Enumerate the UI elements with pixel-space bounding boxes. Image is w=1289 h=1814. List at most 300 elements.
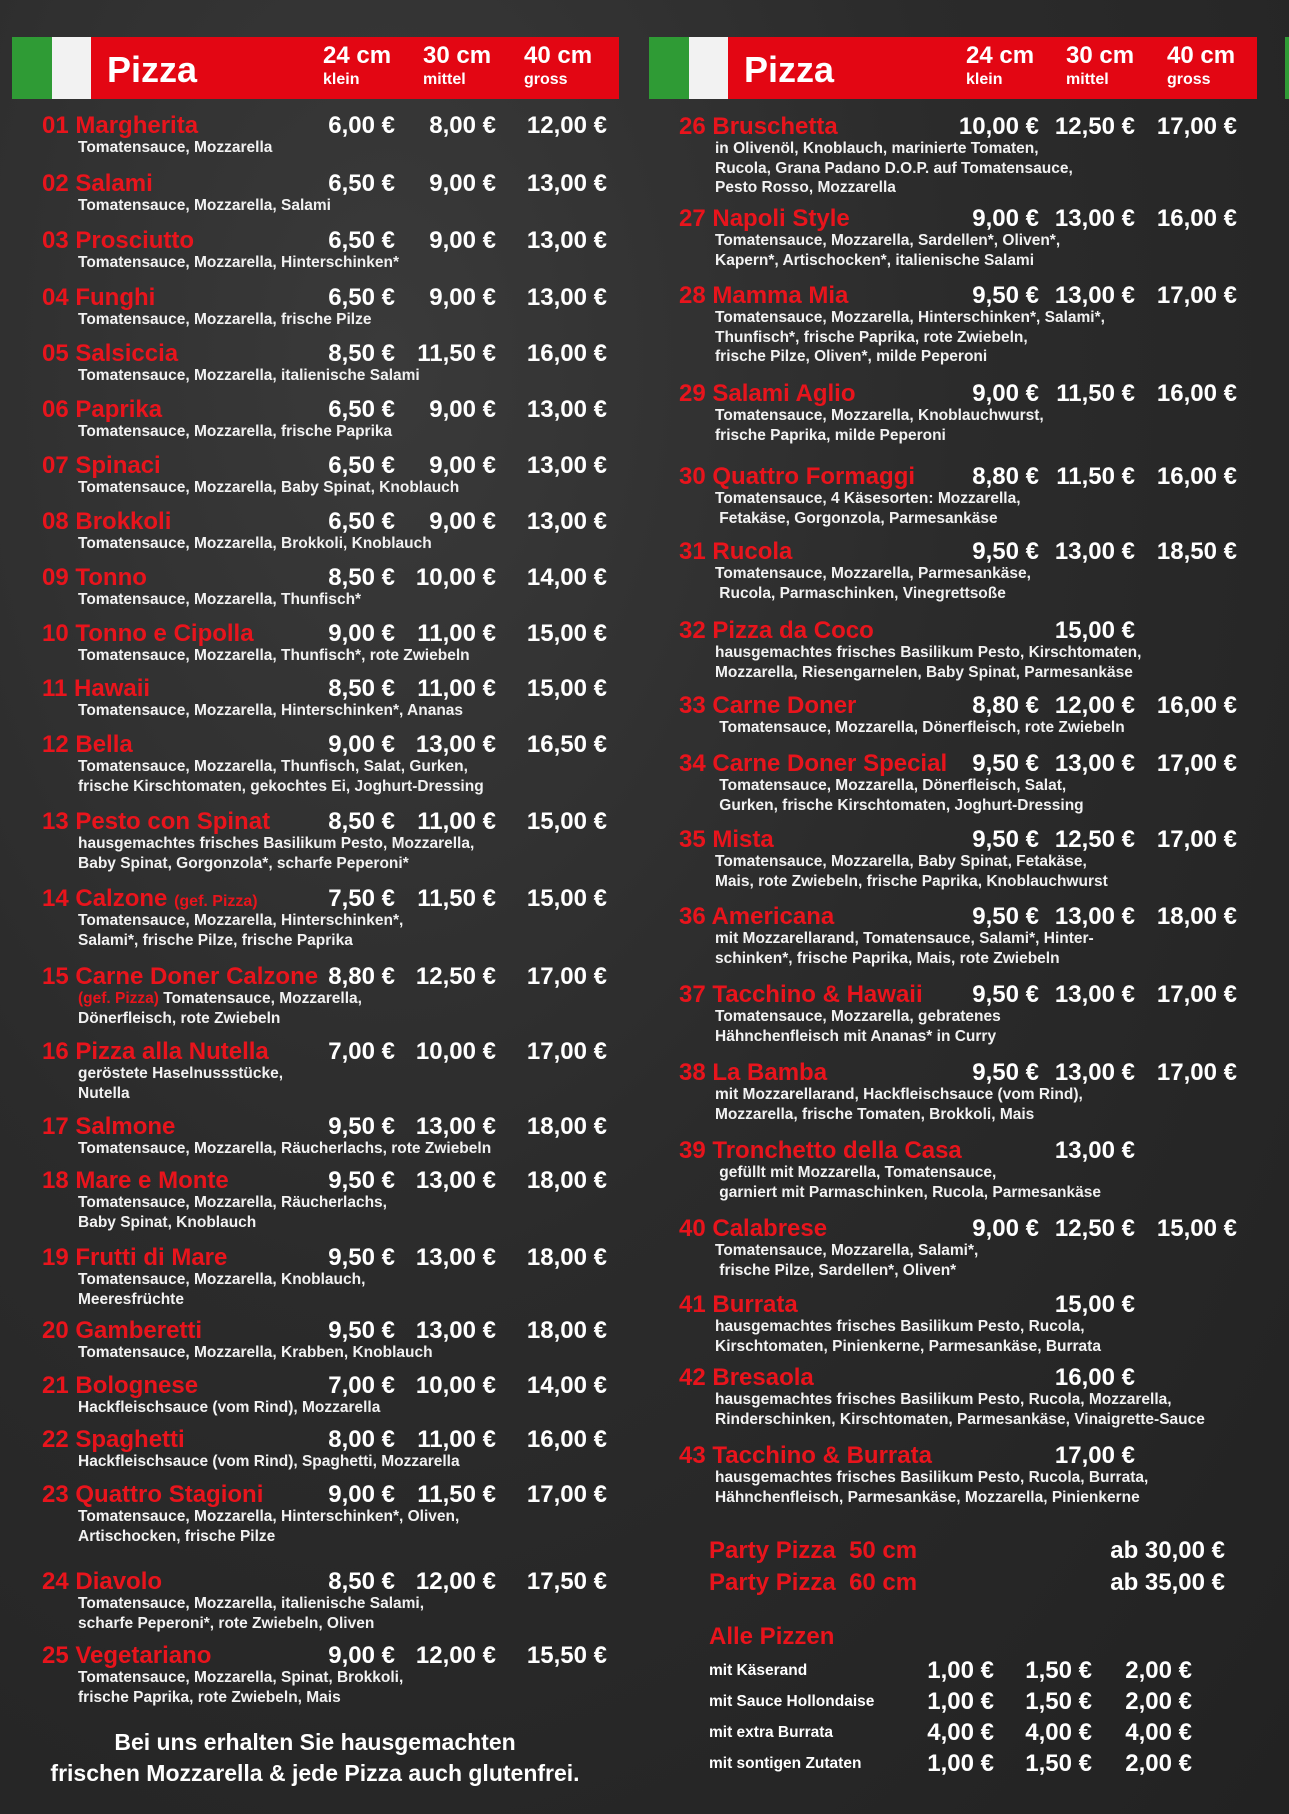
item-description bbox=[715, 1163, 1235, 1202]
item-price: 18,00 € bbox=[526, 1167, 607, 1194]
item-price: 16,00 € bbox=[1156, 463, 1237, 490]
item-name: 28 Mamma Mia bbox=[679, 282, 849, 309]
item-price: 9,00 € bbox=[429, 508, 496, 535]
description-line: Gurken, frische Kirschtomaten, Joghurt-Dressing bbox=[715, 796, 1084, 814]
item-price: 18,00 € bbox=[526, 1317, 607, 1344]
extra-option bbox=[709, 1750, 1249, 1780]
item-description bbox=[715, 929, 1235, 968]
item-price: 6,00 € bbox=[328, 112, 395, 139]
extra-price: 2,00 € bbox=[1125, 1657, 1192, 1684]
item-name: 02 Salami bbox=[42, 170, 153, 197]
item-name: 29 Salami Aglio bbox=[679, 380, 856, 407]
menu-header bbox=[649, 37, 1257, 99]
description-line: Mais, rote Zwiebeln, frische Paprika, Knoblauchwurst bbox=[715, 872, 1108, 890]
item-price: 13,00 € bbox=[526, 508, 607, 535]
description-line: hausgemachtes frisches Basilikum Pesto, Rucola, bbox=[715, 1318, 1085, 1335]
description-line: Hackfleischsauce (vom Rind), Mozzarella bbox=[78, 1399, 381, 1416]
item-name: 20 Gamberetti bbox=[42, 1317, 203, 1344]
item-name: 43 Tacchino & Burrata bbox=[679, 1442, 932, 1469]
item-name: 30 Quattro Formaggi bbox=[679, 463, 916, 490]
description-line: Tomatensauce, Mozzarella, Sardellen*, Oliven*, bbox=[715, 232, 1061, 249]
description-line: Tomatensauce, Mozzarella, Hinterschinken* bbox=[78, 254, 400, 271]
item-price: 13,00 € bbox=[415, 1244, 496, 1271]
item-description bbox=[715, 1468, 1235, 1507]
item-price: 7,00 € bbox=[328, 1372, 395, 1399]
item-price: 17,50 € bbox=[526, 1568, 607, 1595]
item-description bbox=[78, 422, 598, 442]
flag-edge bbox=[1285, 37, 1289, 99]
item-description bbox=[78, 1064, 598, 1103]
item-price: 17,00 € bbox=[1156, 282, 1237, 309]
description-note: (gef. Pizza) bbox=[78, 990, 159, 1007]
item-price: 13,00 € bbox=[1054, 538, 1135, 565]
item-name: 17 Salmone bbox=[42, 1113, 176, 1140]
item-price: 11,00 € bbox=[417, 675, 496, 702]
extra-price: 2,00 € bbox=[1125, 1688, 1192, 1715]
extra-option bbox=[709, 1688, 1249, 1718]
extra-price: 2,00 € bbox=[1125, 1750, 1192, 1777]
description-line: Nutella bbox=[78, 1084, 130, 1102]
item-price: 9,00 € bbox=[972, 205, 1039, 232]
description-line: Tomatensauce, Mozzarella, frische Paprika bbox=[78, 423, 393, 440]
item-price: 6,50 € bbox=[328, 284, 395, 311]
extra-price: 1,00 € bbox=[927, 1657, 994, 1684]
description-line: Tomatensauce, Mozzarella, Thunfisch, Salat, Gurken, bbox=[78, 758, 468, 775]
item-price: 10,00 € bbox=[415, 1038, 496, 1065]
item-name: 36 Americana bbox=[679, 903, 835, 930]
item-price: 16,00 € bbox=[1054, 1364, 1135, 1391]
item-description bbox=[715, 1241, 1235, 1280]
description-line: Tomatensauce, Mozzarella, Hinterschinken*, Salami*, bbox=[715, 309, 1105, 326]
item-description bbox=[715, 1085, 1235, 1124]
item-price: 17,00 € bbox=[526, 1481, 607, 1508]
description-line: Tomatensauce, Mozzarella, Thunfisch*, rote Zwiebeln bbox=[78, 647, 470, 664]
item-price: 16,00 € bbox=[526, 340, 607, 367]
item-name: 16 Pizza alla Nutella bbox=[42, 1038, 269, 1065]
header-title: Pizza bbox=[107, 49, 198, 90]
item-price: 13,00 € bbox=[526, 396, 607, 423]
item-description bbox=[715, 231, 1235, 270]
item-description bbox=[715, 308, 1235, 367]
item-price: 13,00 € bbox=[1054, 205, 1135, 232]
item-price: 11,00 € bbox=[417, 1426, 496, 1453]
item-description bbox=[78, 646, 598, 666]
description-line: Tomatensauce, Mozzarella, Spinat, Brokkoli, bbox=[78, 1669, 404, 1686]
item-price: 10,00 € bbox=[415, 1372, 496, 1399]
item-price: 9,00 € bbox=[429, 396, 496, 423]
item-price: 9,00 € bbox=[972, 380, 1039, 407]
item-name: 32 Pizza da Coco bbox=[679, 617, 874, 644]
description-line: Kirschtomaten, Pinienkerne, Parmesankäse, Burrata bbox=[715, 1337, 1101, 1355]
item-price: 17,00 € bbox=[1054, 1442, 1135, 1469]
item-price: 9,50 € bbox=[972, 538, 1039, 565]
menu-column-right bbox=[649, 37, 1257, 1777]
item-price: 8,80 € bbox=[972, 463, 1039, 490]
item-description bbox=[78, 701, 598, 721]
item-price: 14,00 € bbox=[526, 564, 607, 591]
item-name: 38 La Bamba bbox=[679, 1059, 828, 1086]
extra-name: mit extra Burrata bbox=[709, 1724, 834, 1741]
extra-name: mit Käserand bbox=[709, 1662, 808, 1679]
item-price: 17,00 € bbox=[1156, 981, 1237, 1008]
description-line: Tomatensauce, Mozzarella, italienische Salami, bbox=[78, 1595, 425, 1612]
item-description bbox=[78, 989, 598, 1028]
size-large: 40 cm gross bbox=[1167, 42, 1236, 88]
item-description bbox=[78, 196, 598, 216]
item-price: 13,00 € bbox=[1054, 903, 1135, 930]
item-description bbox=[78, 1139, 598, 1159]
item-price: 15,00 € bbox=[526, 675, 607, 702]
item-price: 14,00 € bbox=[526, 1372, 607, 1399]
item-description bbox=[78, 138, 598, 158]
size-small: 24 cm klein bbox=[966, 42, 1035, 88]
item-price: 8,50 € bbox=[328, 1568, 395, 1595]
item-price: 13,00 € bbox=[526, 170, 607, 197]
item-price: 9,50 € bbox=[972, 750, 1039, 777]
item-name: 22 Spaghetti bbox=[42, 1426, 185, 1453]
item-price: 9,00 € bbox=[328, 1642, 395, 1669]
item-name: 01 Margherita bbox=[42, 112, 199, 139]
item-description bbox=[78, 366, 598, 386]
item-price: 9,00 € bbox=[328, 620, 395, 647]
item-price: 12,50 € bbox=[415, 963, 496, 990]
item-description bbox=[715, 489, 1235, 528]
party-price: ab 35,00 € bbox=[1110, 1569, 1225, 1596]
item-name: 37 Tacchino & Hawaii bbox=[679, 981, 923, 1008]
item-price: 6,50 € bbox=[328, 452, 395, 479]
item-price: 13,00 € bbox=[415, 1317, 496, 1344]
item-price: 6,50 € bbox=[328, 227, 395, 254]
item-price: 13,00 € bbox=[1054, 1059, 1135, 1086]
item-price: 8,00 € bbox=[328, 1426, 395, 1453]
item-price: 13,00 € bbox=[526, 227, 607, 254]
item-name: 21 Bolognese bbox=[42, 1372, 199, 1399]
item-price: 9,00 € bbox=[429, 452, 496, 479]
item-name: 04 Funghi bbox=[42, 284, 156, 311]
item-price: 11,50 € bbox=[1056, 380, 1135, 407]
size-medium: 30 cm mittel bbox=[423, 42, 492, 88]
item-description bbox=[715, 139, 1235, 198]
item-price: 13,00 € bbox=[1054, 750, 1135, 777]
item-price: 13,00 € bbox=[415, 731, 496, 758]
description-line: Mozzarella, frische Tomaten, Brokkoli, Mais bbox=[715, 1105, 1035, 1123]
item-price: 11,50 € bbox=[417, 340, 496, 367]
item-name: 31 Rucola bbox=[679, 538, 793, 565]
description-line: Hackfleischsauce (vom Rind), Spaghetti, Mozzarella bbox=[78, 1453, 460, 1470]
item-name: 12 Bella bbox=[42, 731, 133, 758]
item-description bbox=[78, 1270, 598, 1309]
item-price: 15,00 € bbox=[1054, 617, 1135, 644]
item-price: 12,00 € bbox=[415, 1568, 496, 1595]
item-price: 9,50 € bbox=[972, 826, 1039, 853]
item-price: 9,50 € bbox=[328, 1167, 395, 1194]
extra-price: 1,50 € bbox=[1025, 1688, 1092, 1715]
italian-flag-icon bbox=[649, 37, 728, 99]
item-price: 16,00 € bbox=[1156, 205, 1237, 232]
item-description bbox=[78, 1507, 598, 1546]
description-line: Tomatensauce, Mozzarella, Hinterschinken*, bbox=[78, 912, 404, 929]
item-name: 42 Bresaola bbox=[679, 1364, 814, 1391]
item-price: 9,00 € bbox=[328, 731, 395, 758]
item-price: 12,50 € bbox=[1054, 1215, 1135, 1242]
item-price: 13,00 € bbox=[526, 284, 607, 311]
description-line: Rinderschinken, Kirschtomaten, Parmesankäse, Vinaigrette-Sauce bbox=[715, 1410, 1205, 1428]
description-line: Baby Spinat, Knoblauch bbox=[78, 1213, 257, 1231]
item-name: 27 Napoli Style bbox=[679, 205, 850, 232]
item-name: 05 Salsiccia bbox=[42, 340, 179, 367]
item-price: 15,00 € bbox=[526, 885, 607, 912]
party-name: Party Pizza 50 cm bbox=[709, 1537, 918, 1564]
item-name: 40 Calabrese bbox=[679, 1215, 828, 1242]
item-price: 6,50 € bbox=[328, 170, 395, 197]
party-pizza-50 bbox=[709, 1537, 1239, 1567]
item-price: 8,50 € bbox=[328, 808, 395, 835]
item-description bbox=[78, 1594, 598, 1633]
menu-header bbox=[12, 37, 619, 99]
extras-title: Alle Pizzen bbox=[709, 1623, 835, 1650]
extra-option bbox=[709, 1657, 1249, 1687]
item-price: 9,50 € bbox=[972, 903, 1039, 930]
item-description bbox=[78, 1452, 598, 1472]
description-line: Rucola, Grana Padano D.O.P. auf Tomatensauce, bbox=[715, 159, 1073, 177]
item-price: 9,00 € bbox=[429, 170, 496, 197]
item-name: 08 Brokkoli bbox=[42, 508, 172, 535]
item-price: 6,50 € bbox=[328, 396, 395, 423]
description-line: Tomatensauce, Mozzarella, Krabben, Knoblauch bbox=[78, 1344, 433, 1361]
item-price: 16,00 € bbox=[1156, 380, 1237, 407]
item-price: 9,00 € bbox=[429, 227, 496, 254]
item-name: 35 Mista bbox=[679, 826, 774, 853]
item-price: 8,50 € bbox=[328, 340, 395, 367]
description-line: Tomatensauce, Mozzarella, Salami*, bbox=[715, 1242, 979, 1259]
item-price: 13,00 € bbox=[415, 1113, 496, 1140]
description-line: Tomatensauce, Mozzarella, Brokkoli, Knoblauch bbox=[78, 535, 432, 552]
description-line: Tomatensauce, 4 Käsesorten: Mozzarella, bbox=[715, 490, 1021, 507]
item-price: 11,00 € bbox=[417, 808, 496, 835]
description-line: Kapern*, Artischocken*, italienische Salami bbox=[715, 251, 1035, 269]
item-price: 10,00 € bbox=[415, 564, 496, 591]
item-description bbox=[78, 478, 598, 498]
item-price: 8,00 € bbox=[429, 112, 496, 139]
item-price: 9,00 € bbox=[429, 284, 496, 311]
description-line: mit Mozzarellarand, Tomatensauce, Salami*, Hinter- bbox=[715, 930, 1094, 947]
extra-price: 4,00 € bbox=[1125, 1719, 1192, 1746]
item-description bbox=[715, 852, 1235, 891]
extra-price: 4,00 € bbox=[1025, 1719, 1092, 1746]
description-line: Tomatensauce, Mozzarella, frische Pilze bbox=[78, 311, 372, 328]
item-price: 7,00 € bbox=[328, 1038, 395, 1065]
description-line: geröstete Haselnussstücke, bbox=[78, 1065, 284, 1082]
item-name: 09 Tonno bbox=[42, 564, 147, 591]
item-price: 17,00 € bbox=[1156, 113, 1237, 140]
description-line: Dönerfleisch, rote Zwiebeln bbox=[78, 1009, 281, 1027]
description-line: gefüllt mit Mozzarella, Tomatensauce, bbox=[715, 1164, 997, 1181]
item-description bbox=[78, 911, 598, 950]
description-line: schinken*, frische Paprika, Mais, rote Zwiebeln bbox=[715, 949, 1060, 967]
item-price: 9,00 € bbox=[972, 1215, 1039, 1242]
party-name: Party Pizza 60 cm bbox=[709, 1569, 918, 1596]
item-price: 9,50 € bbox=[328, 1317, 395, 1344]
description-line: Fetakäse, Gorgonzola, Parmesankäse bbox=[715, 509, 998, 527]
item-price: 8,50 € bbox=[328, 564, 395, 591]
item-price: 17,00 € bbox=[1156, 826, 1237, 853]
item-price: 12,00 € bbox=[415, 1642, 496, 1669]
item-price: 13,00 € bbox=[526, 452, 607, 479]
item-price: 12,00 € bbox=[526, 112, 607, 139]
item-price: 12,50 € bbox=[1054, 113, 1135, 140]
item-price: 18,00 € bbox=[1156, 903, 1237, 930]
extra-price: 1,50 € bbox=[1025, 1657, 1092, 1684]
item-price: 13,00 € bbox=[1054, 1137, 1135, 1164]
description-line: Tomatensauce, Mozzarella bbox=[78, 139, 273, 156]
item-description bbox=[78, 1193, 598, 1232]
description-line: Tomatensauce, Mozzarella, Dönerfleisch, Salat, bbox=[715, 777, 1067, 794]
item-price: 12,00 € bbox=[1054, 692, 1135, 719]
item-price: 13,00 € bbox=[1054, 282, 1135, 309]
item-name: 14 Calzone (gef. Pizza) bbox=[42, 885, 258, 912]
description-line: mit Mozzarellarand, Hackfleischsauce (vom Rind), bbox=[715, 1086, 1083, 1103]
description-line: garniert mit Parmaschinken, Rucola, Parmesankäse bbox=[715, 1183, 1101, 1201]
header-title: Pizza bbox=[744, 49, 835, 90]
item-price: 13,00 € bbox=[415, 1167, 496, 1194]
menu-column-left bbox=[12, 37, 619, 1706]
party-price: ab 30,00 € bbox=[1110, 1537, 1225, 1564]
item-price: 11,00 € bbox=[417, 620, 496, 647]
description-line: frische Pilze, Oliven*, milde Peperoni bbox=[715, 348, 988, 365]
description-line: hausgemachtes frisches Basilikum Pesto, Kirschtomaten, bbox=[715, 644, 1142, 661]
description-line: Tomatensauce, Mozzarella, Räucherlachs, rote Zwiebeln bbox=[78, 1140, 492, 1157]
description-line: Hähnchenfleisch mit Ananas* in Curry bbox=[715, 1027, 997, 1045]
description-line: scharfe Peperoni*, rote Zwiebeln, Oliven bbox=[78, 1614, 375, 1632]
item-price: 18,00 € bbox=[526, 1244, 607, 1271]
item-price: 17,00 € bbox=[526, 963, 607, 990]
size-small: 24 cm klein bbox=[323, 42, 392, 88]
extra-price: 1,00 € bbox=[927, 1688, 994, 1715]
item-price: 8,50 € bbox=[328, 675, 395, 702]
item-price: 9,50 € bbox=[972, 1059, 1039, 1086]
footer-line: Bei uns erhalten Sie hausgemachten bbox=[114, 1729, 516, 1755]
description-line: hausgemachtes frisches Basilikum Pesto, Rucola, Burrata, bbox=[715, 1469, 1149, 1486]
item-price: 16,00 € bbox=[526, 1426, 607, 1453]
size-medium: 30 cm mittel bbox=[1066, 42, 1135, 88]
description-line: Tomatensauce, Mozzarella, gebratenes bbox=[715, 1008, 1001, 1025]
item-name: 26 Bruschetta bbox=[679, 113, 838, 140]
item-price: 9,50 € bbox=[972, 282, 1039, 309]
description-line: Rucola, Parmaschinken, Vinegrettsoße bbox=[715, 584, 1006, 602]
item-price: 12,50 € bbox=[1054, 826, 1135, 853]
item-name: 10 Tonno e Cipolla bbox=[42, 620, 254, 647]
item-price: 9,50 € bbox=[972, 981, 1039, 1008]
description-line: Thunfisch*, frische Paprika, rote Zwiebeln, bbox=[715, 328, 1028, 346]
description-line: Artischocken, frische Pilze bbox=[78, 1527, 276, 1545]
item-description bbox=[78, 757, 598, 796]
item-description bbox=[715, 1390, 1235, 1429]
description-line: Tomatensauce, Mozzarella, Knoblauch, bbox=[78, 1271, 366, 1288]
item-name: 19 Frutti di Mare bbox=[42, 1244, 228, 1271]
item-price: 8,80 € bbox=[972, 692, 1039, 719]
item-price: 17,00 € bbox=[1156, 750, 1237, 777]
item-price: 10,00 € bbox=[958, 113, 1039, 140]
description-line: Tomatensauce, Mozzarella, Baby Spinat, Knoblauch bbox=[78, 479, 460, 496]
item-price: 9,50 € bbox=[328, 1113, 395, 1140]
description-line: hausgemachtes frisches Basilikum Pesto, Rucola, Mozzarella, bbox=[715, 1391, 1172, 1408]
item-description bbox=[715, 406, 1235, 445]
item-price: 18,50 € bbox=[1156, 538, 1237, 565]
item-name: 41 Burrata bbox=[679, 1291, 798, 1318]
item-price: 11,50 € bbox=[417, 1481, 496, 1508]
item-description bbox=[78, 1668, 598, 1707]
description-line: Tomatensauce, Mozzarella, Salami bbox=[78, 197, 331, 214]
item-price: 15,00 € bbox=[1054, 1291, 1135, 1318]
item-description bbox=[78, 534, 598, 554]
item-name: 25 Vegetariano bbox=[42, 1642, 212, 1669]
item-description bbox=[715, 1317, 1235, 1356]
item-name: 15 Carne Doner Calzone bbox=[42, 963, 319, 990]
extra-name: mit Sauce Hollondaise bbox=[709, 1693, 875, 1710]
item-price: 11,50 € bbox=[1056, 463, 1135, 490]
item-price: 16,00 € bbox=[1156, 692, 1237, 719]
item-name: 18 Mare e Monte bbox=[42, 1167, 229, 1194]
size-large: 40 cm gross bbox=[524, 42, 593, 88]
item-description bbox=[78, 834, 598, 873]
description-line: Baby Spinat, Gorgonzola*, scharfe Peperoni* bbox=[78, 854, 409, 872]
item-description bbox=[78, 590, 598, 610]
description-line: frische Kirschtomaten, gekochtes Ei, Joghurt-Dressing bbox=[78, 777, 484, 795]
item-price: 7,50 € bbox=[328, 885, 395, 912]
description-line: Pesto Rosso, Mozzarella bbox=[715, 179, 896, 196]
item-name: 39 Tronchetto della Casa bbox=[679, 1137, 962, 1164]
item-price: 9,50 € bbox=[328, 1244, 395, 1271]
item-description bbox=[78, 1398, 598, 1418]
item-price: 11,50 € bbox=[417, 885, 496, 912]
item-price: 15,00 € bbox=[526, 808, 607, 835]
item-description bbox=[715, 776, 1235, 815]
footer-line: frischen Mozzarella & jede Pizza auch glutenfrei. bbox=[50, 1760, 580, 1786]
description-line: Tomatensauce, Mozzarella, Baby Spinat, Fetakäse, bbox=[715, 853, 1087, 870]
item-price: 9,00 € bbox=[328, 1481, 395, 1508]
description-line: Tomatensauce, Mozzarella, Parmesankäse, bbox=[715, 565, 1031, 582]
extra-price: 1,50 € bbox=[1025, 1750, 1092, 1777]
description-line: Hähnchenfleisch, Parmesankäse, Mozzarella, Pinienkerne bbox=[715, 1488, 1140, 1506]
item-name: 06 Paprika bbox=[42, 396, 163, 423]
italian-flag-icon bbox=[12, 37, 91, 99]
item-price: 15,00 € bbox=[1156, 1215, 1237, 1242]
extra-name: mit sontigen Zutaten bbox=[709, 1755, 862, 1772]
extra-price: 1,00 € bbox=[927, 1750, 994, 1777]
item-price: 8,80 € bbox=[328, 963, 395, 990]
item-description bbox=[715, 718, 1235, 738]
item-description bbox=[715, 564, 1235, 603]
description-line: Tomatensauce, Mozzarella, Räucherlachs, bbox=[78, 1194, 387, 1211]
description-line: hausgemachtes frisches Basilikum Pesto, Mozzarella, bbox=[78, 835, 475, 852]
item-price: 17,00 € bbox=[526, 1038, 607, 1065]
item-description bbox=[715, 643, 1235, 682]
item-description bbox=[78, 310, 598, 330]
item-price: 13,00 € bbox=[1054, 981, 1135, 1008]
description-line: frische Pilze, Sardellen*, Oliven* bbox=[715, 1261, 957, 1279]
item-name: 11 Hawaii bbox=[42, 675, 151, 702]
description-line: (gef. Pizza) Tomatensauce, Mozzarella, bbox=[78, 990, 362, 1007]
item-description bbox=[715, 1007, 1235, 1046]
description-line: in Olivenöl, Knoblauch, marinierte Tomaten, bbox=[715, 140, 1039, 157]
description-line: Meeresfrüchte bbox=[78, 1290, 184, 1308]
item-name: 03 Prosciutto bbox=[42, 227, 195, 254]
item-name: 33 Carne Doner bbox=[679, 692, 857, 719]
footer-note bbox=[20, 1727, 610, 1789]
item-price: 16,50 € bbox=[526, 731, 607, 758]
description-line: Tomatensauce, Mozzarella, italienische Salami bbox=[78, 367, 420, 384]
item-name: 07 Spinaci bbox=[42, 452, 161, 479]
